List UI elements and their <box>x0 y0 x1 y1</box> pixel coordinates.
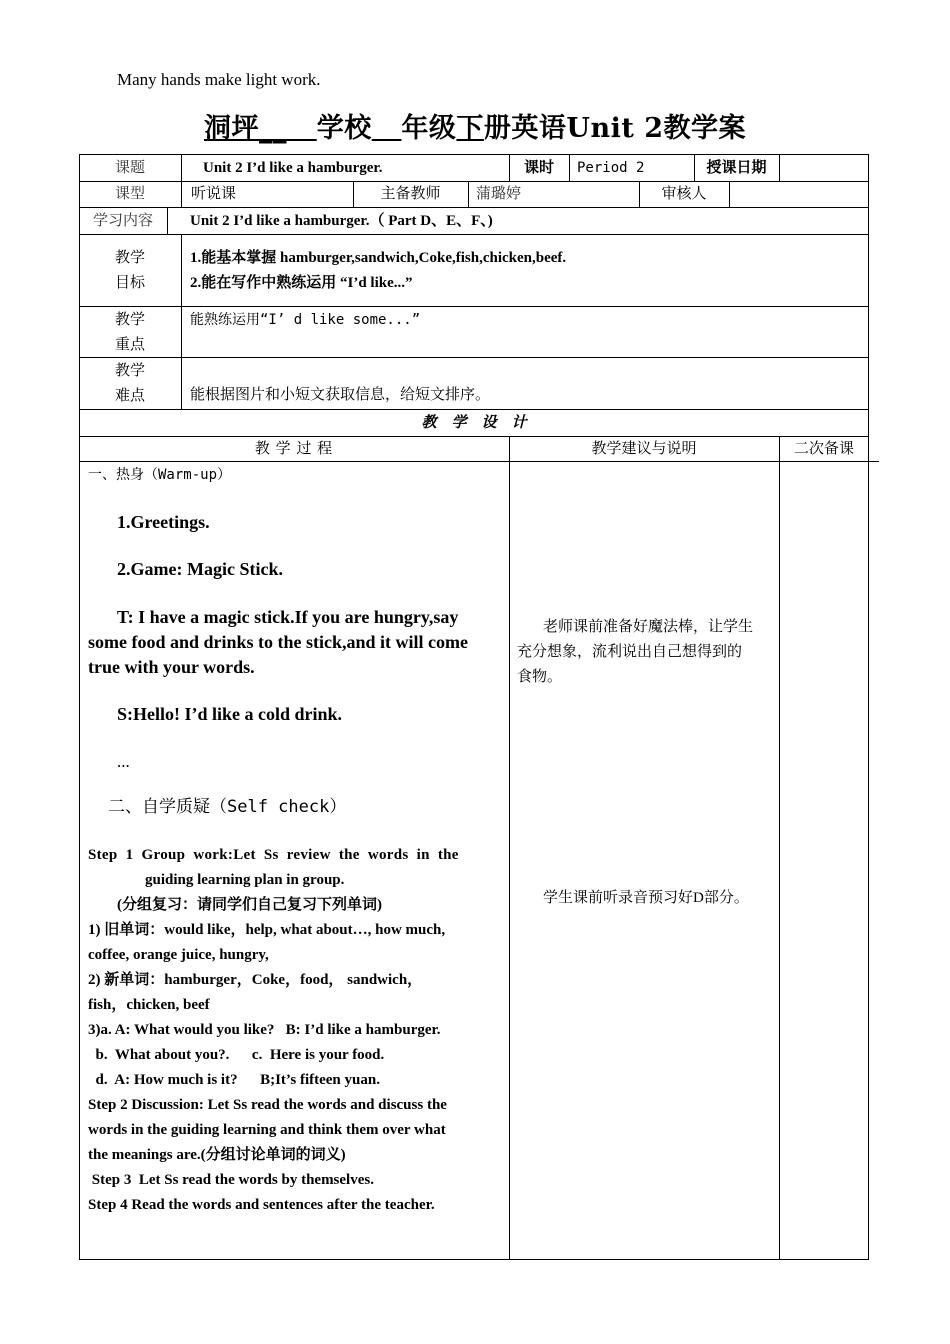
dialog-a: 3)a. A: What would you like? B: I’d like a hamburger. <box>88 1022 441 1038</box>
key-value: 能熟练运用“I’ d like some...” <box>190 312 421 328</box>
goals-label-line2: 目标 <box>114 275 145 291</box>
col-divider <box>468 181 469 207</box>
title-school-label: 学校 <box>316 113 372 144</box>
title-grade-label: 年级 <box>401 113 457 144</box>
title-subject: 册英语Unit 2教学案 <box>483 113 746 144</box>
period-label: 课时 <box>523 160 554 176</box>
dialog-d: d. A: How much is it? B;It’s fifteen yuan. <box>88 1072 380 1088</box>
teacher-label: 主备教师 <box>380 186 441 202</box>
teacher-value: 蒲璐婷 <box>476 186 522 202</box>
step1-line2: guiding learning plan in group. <box>145 872 345 888</box>
teacher-dialogue-line2: some food and drinks to the stick,and it will come <box>88 632 469 652</box>
col-divider <box>729 181 730 207</box>
selfcheck-heading: 二、自学质疑（Self check） <box>108 797 347 817</box>
type-label: 课型 <box>114 186 145 202</box>
step1-line1: Step 1 Group work:Let Ss review the words in the <box>88 847 459 863</box>
teacher-dialogue-line1: T: I have a magic stick.If you are hungry,say <box>117 607 459 627</box>
col-divider <box>509 436 510 1260</box>
title-blank-school: __ <box>259 113 317 144</box>
date-label: 授课日期 <box>706 160 767 176</box>
col-divider <box>779 154 780 181</box>
step4-line: Step 4 Read the words and sentences after the teacher. <box>88 1197 435 1213</box>
row-divider <box>79 357 869 358</box>
row-divider <box>79 461 879 462</box>
game-line: 2.Game: Magic Stick. <box>117 559 283 579</box>
row-divider <box>79 306 869 307</box>
col-divider <box>181 181 182 207</box>
topic-value: Unit 2 I’d like a hamburger. <box>203 160 383 176</box>
dialog-bc: b. What about you?. c. Here is your food. <box>88 1047 385 1063</box>
goal-1: 1.能基本掌握 hamburger,sandwich,Coke,fish,chicken,beef. <box>190 250 567 266</box>
goal-2: 2.能在写作中熟练运用 “I’d like...” <box>190 275 413 291</box>
difficulty-label-line1: 教学 <box>114 363 145 379</box>
col-divider <box>181 154 182 181</box>
title-blank-grade <box>372 113 402 144</box>
difficulty-value: 能根据图片和小短文获取信息，给短文排序。 <box>190 387 491 403</box>
col-divider <box>167 207 168 234</box>
col-divider <box>181 234 182 409</box>
title-school-name: 洞坪 <box>204 113 259 144</box>
row-divider <box>79 234 869 235</box>
period-value: Period 2 <box>577 160 645 176</box>
difficulty-label-line2: 难点 <box>114 388 145 404</box>
row-divider <box>79 409 869 410</box>
row-divider <box>79 207 869 208</box>
col-divider <box>779 436 780 1260</box>
old-words-line2: coffee, orange juice, hungry, <box>88 947 269 963</box>
key-label-line2: 重点 <box>114 337 145 353</box>
header-motto: Many hands make light work. <box>117 70 321 89</box>
step2-line2: words in the guiding learning and think them over what <box>88 1122 446 1138</box>
new-words-line2: fish，chicken, beef <box>88 997 210 1013</box>
step1-line3: (分组复习：请同学们自己复习下列单词) <box>117 897 382 913</box>
reviewer-label: 审核人 <box>661 186 707 202</box>
col-divider <box>569 154 570 181</box>
key-label-line1: 教学 <box>114 312 145 328</box>
step2-line3: the meanings are.(分组讨论单词的词义) <box>88 1147 346 1163</box>
col-header-suggestion: 教学建议与说明 <box>591 441 697 457</box>
step3-line: Step 3 Let Ss read the words by themselves. <box>88 1172 374 1188</box>
suggestion-note1-line3: 食物。 <box>517 669 563 685</box>
col-header-second: 二次备课 <box>793 441 854 457</box>
topic-label: 课题 <box>114 160 145 176</box>
suggestion-note1-line2: 充分想象，流利说出自己想得到的 <box>517 644 743 660</box>
content-value: Unit 2 I’d like a hamburger.（ Part D、E、F、) <box>190 213 493 229</box>
warmup-heading: 一、热身（Warm-up） <box>88 467 232 483</box>
step2-line1: Step 2 Discussion: Let Ss read the words and discuss the <box>88 1097 447 1113</box>
teacher-dialogue-line3: true with your words. <box>88 657 255 677</box>
title-grade-value: 下 <box>456 113 484 144</box>
type-value: 听说课 <box>191 186 237 202</box>
row-divider <box>79 436 869 437</box>
suggestion-note2: 学生课前听录音预习好D部分。 <box>543 890 749 906</box>
suggestion-note1-line1: 老师课前准备好魔法棒，让学生 <box>543 619 754 635</box>
row-divider <box>79 181 869 182</box>
document-title <box>0 106 950 145</box>
goals-label-line1: 教学 <box>114 250 145 266</box>
ellipsis: ... <box>117 752 130 771</box>
old-words-line1: 1) 旧单词：would like，help, what about…, how much, <box>88 922 446 938</box>
content-label: 学习内容 <box>92 213 153 229</box>
student-dialogue-line: S:Hello! I’d like a cold drink. <box>117 704 343 724</box>
col-header-process: 教 学 过 程 <box>254 441 334 457</box>
new-words-line1: 2) 新单词：hamburger，Coke，food， sandwich， <box>88 972 423 988</box>
greetings-line: 1.Greetings. <box>117 512 210 532</box>
design-banner: 教 学 设 计 <box>421 415 527 431</box>
